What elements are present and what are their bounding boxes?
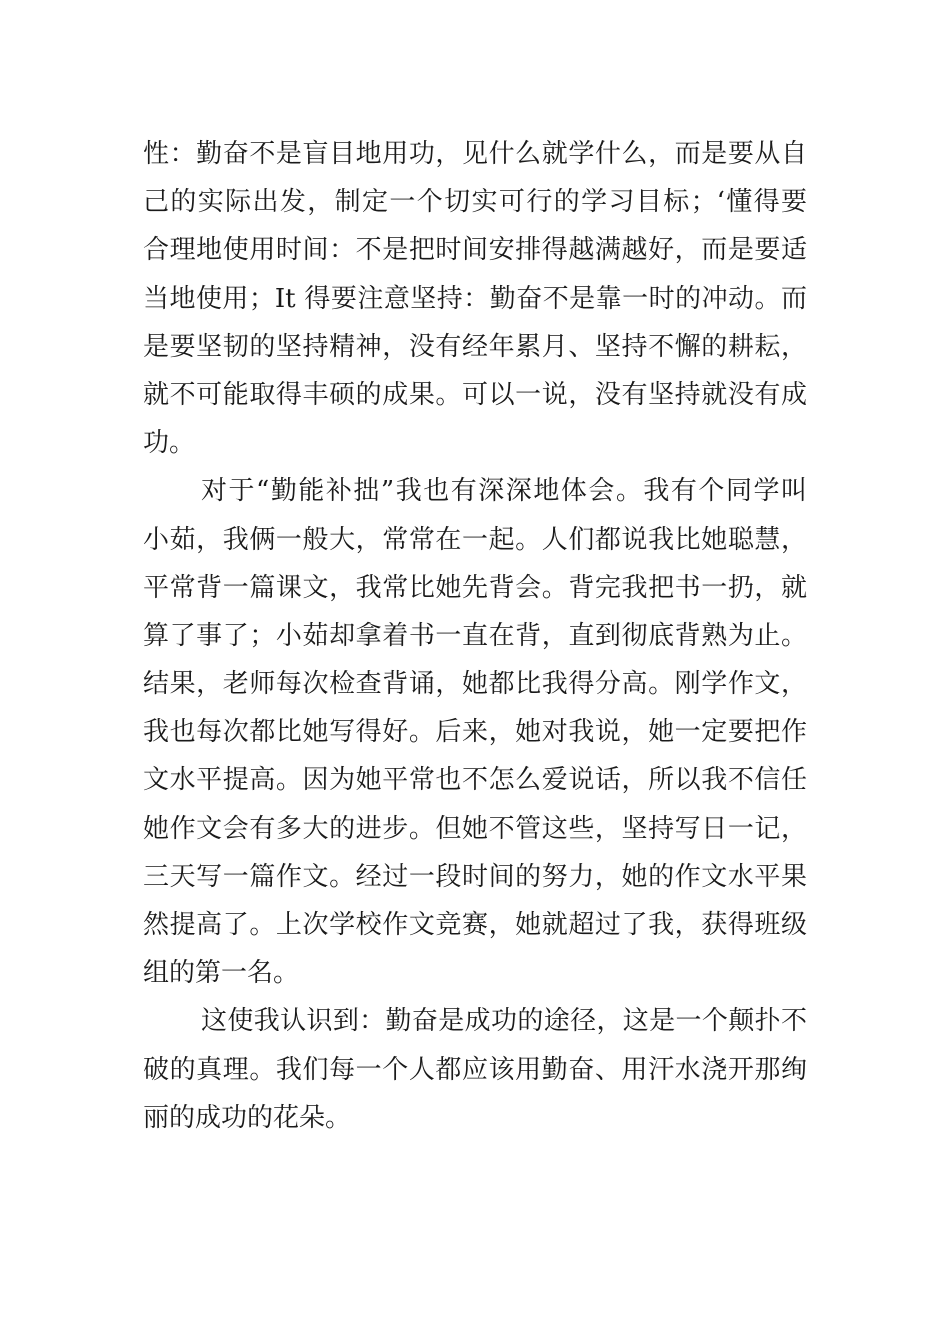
- paragraph-line: 我也每次都比她写得好。后来，她对我说，她一定要把作: [143, 717, 807, 748]
- essay-body: [143, 130, 807, 1142]
- paragraph-line: 算了事了；小茹却拿着书一直在背，直到彻底背熟为止。: [143, 620, 807, 651]
- paragraph-2: [143, 467, 807, 997]
- paragraph-line: 是要坚韧的坚持精神，没有经年累月、坚持不懈的耕耘，: [143, 331, 807, 362]
- paragraph-line: 结果，老师每次检查背诵，她都比我得分高。刚学作文，: [143, 669, 807, 700]
- paragraph-line: 文水平提高。因为她平常也不怎么爱说话，所以我不信任: [143, 765, 807, 796]
- paragraph-line: 合理地使用时间：不是把时间安排得越满越好，而是要适: [143, 235, 807, 266]
- paragraph-line: 小茹，我俩一般大，常常在一起。人们都说我比她聪慧，: [143, 524, 807, 555]
- paragraph-line: 己的实际出发，制定一个切实可行的学习目标；‘懂得要: [143, 187, 807, 218]
- paragraph-line: 就不可能取得丰硕的成果。可以一说，没有坚持就没有成: [143, 379, 807, 410]
- paragraph-1: [143, 130, 807, 467]
- paragraph-line: 组的第一名。: [143, 958, 300, 989]
- paragraph-line: 性：勤奋不是盲目地用功，见什么就学什么，而是要从自: [143, 139, 807, 169]
- paragraph-line: 然提高了。上次学校作文竞赛，她就超过了我，获得班级: [143, 910, 807, 940]
- paragraph-line: 对于“勤能补拙”我也有深深地体会。我有个同学叫: [201, 476, 807, 507]
- paragraph-line: 平常背一篇课文，我常比她先背会。背完我把书一扔，就: [143, 572, 807, 603]
- paragraph-line: 功。: [143, 428, 196, 459]
- paragraph-line: 破的真理。我们每一个人都应该用勤奋、用汗水浇开那绚: [143, 1054, 807, 1085]
- paragraph-line: 三天写一篇作文。经过一段时间的努力，她的作文水平果: [143, 861, 807, 892]
- paragraph-line: 当地使用；It 得要注意坚持：勤奋不是靠一时的冲动。而: [143, 283, 807, 314]
- paragraph-line: 丽的成功的花朵。: [143, 1102, 352, 1133]
- paragraph-3: [143, 997, 807, 1142]
- paragraph-line: 这使我认识到：勤奋是成功的途径，这是一个颠扑不: [201, 1006, 807, 1037]
- paragraph-line: 她作文会有多大的进步。但她不管这些，坚持写日一记，: [143, 813, 807, 844]
